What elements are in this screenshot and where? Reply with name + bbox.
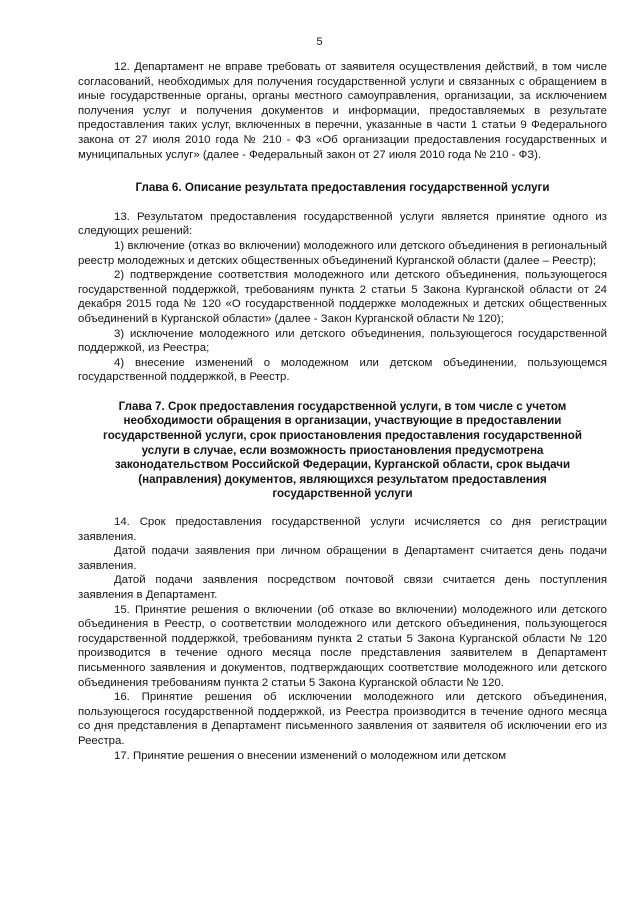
paragraph-17: 17. Принятие решения о внесении изменений о молодежном или детском xyxy=(114,749,507,762)
paragraph-13: 13. Результатом предоставления государственной услуги является принятие одного из следующих решений: xyxy=(78,210,607,238)
list-item-4: 4) внесение изменений о молодежном или детском объединении, пользующемся государственной поддержкой, в Реестр. xyxy=(78,356,607,384)
paragraph-12: 12. Департамент не вправе требовать от заявителя осуществления действий, в том числе согласований, необходимых для получения государственной услуги и связанных с обращением в иные государственные органы, органы местного самоуправления, организации, за исключением получения услуг и получения документов и информации, предоставляемых в результате предоставления таких услуг, включенных в перечни, указанные в части 1 статьи 9 Федерального закона от 27 июля 2010 года № 210 - ФЗ «Об организации предоставления государственных и муниципальных услуг» (далее - Федеральный закон от 27 июля 2010 года № 210 - ФЗ). xyxy=(78,61,607,161)
paragraph-16: 16. Принятие решения об исключении молодежного или детского объединения, пользующегося государственной поддержкой, из Реестра производится в течение одного месяца со дня представления в Департамент письменного заявления от заявителя об исключении его из Реестра. xyxy=(78,691,607,747)
list-item-2: 2) подтверждение соответствия молодежного или детского объединения, пользующегося государственной поддержкой, требованиям пункта 2 статьи 5 Закона Курганской области от 24 декабря 2015 года № 120 «О государственной поддержке молодежных и детских общественных объединений в Курганской области» (далее - Закон Курганской области № 120); xyxy=(78,269,607,325)
list-item-3: 3) исключение молодежного или детского объединения, пользующегося государственной поддержкой, из Реестра; xyxy=(78,327,607,355)
list-item-1: 1) включение (отказ во включении) молодежного или детского объединения в региональный реестр молодежных и детских общественных объединений Курганской области (далее – Реестр); xyxy=(78,239,607,267)
paragraph-14: 14. Срок предоставления государственной услуги исчисляется со дня регистрации заявления. xyxy=(78,516,607,543)
chapter-6-heading: Глава 6. Описание результата предоставления государственной услуги xyxy=(135,181,550,195)
paragraph-postal-submission: Датой подачи заявления посредством почтовой связи считается день поступления заявления в Департамент. xyxy=(78,574,607,601)
paragraph-personal-submission: Датой подачи заявления при личном обращении в Департамент считается день подачи заявления. xyxy=(78,545,607,572)
document-body xyxy=(78,60,607,763)
paragraph-15: 15. Принятие решения о включении (об отказе во включении) молодежного или детского объединения в Реестр, о соответствии молодежного или детского объединения, пользующегося государственной поддержкой, требованиям пункта 2 статьи 5 Закона Курганской области № 120 производится в течение одного месяца после представления заявителем в Департамент письменного заявления и документов, подтверждающих соответствие молодежного или детского объединения требованиям пункта 2 статьи 5 Закона Курганской области № 120. xyxy=(78,603,607,689)
page-number: 5 xyxy=(316,36,323,48)
chapter-7-heading: Глава 7. Срок предоставления государственной услуги, в том числе с учетом необходимости обращения в организации, участвующие в предоставлении государственной услуги, срок приостановления предоставления государственной услуги в случае, если возможность приостановления предусмотрена законодательством Российской Федерации, Курганской области, срок выдачи (направления) документов, являющихся результатом предоставления государственной услуги xyxy=(103,399,582,501)
